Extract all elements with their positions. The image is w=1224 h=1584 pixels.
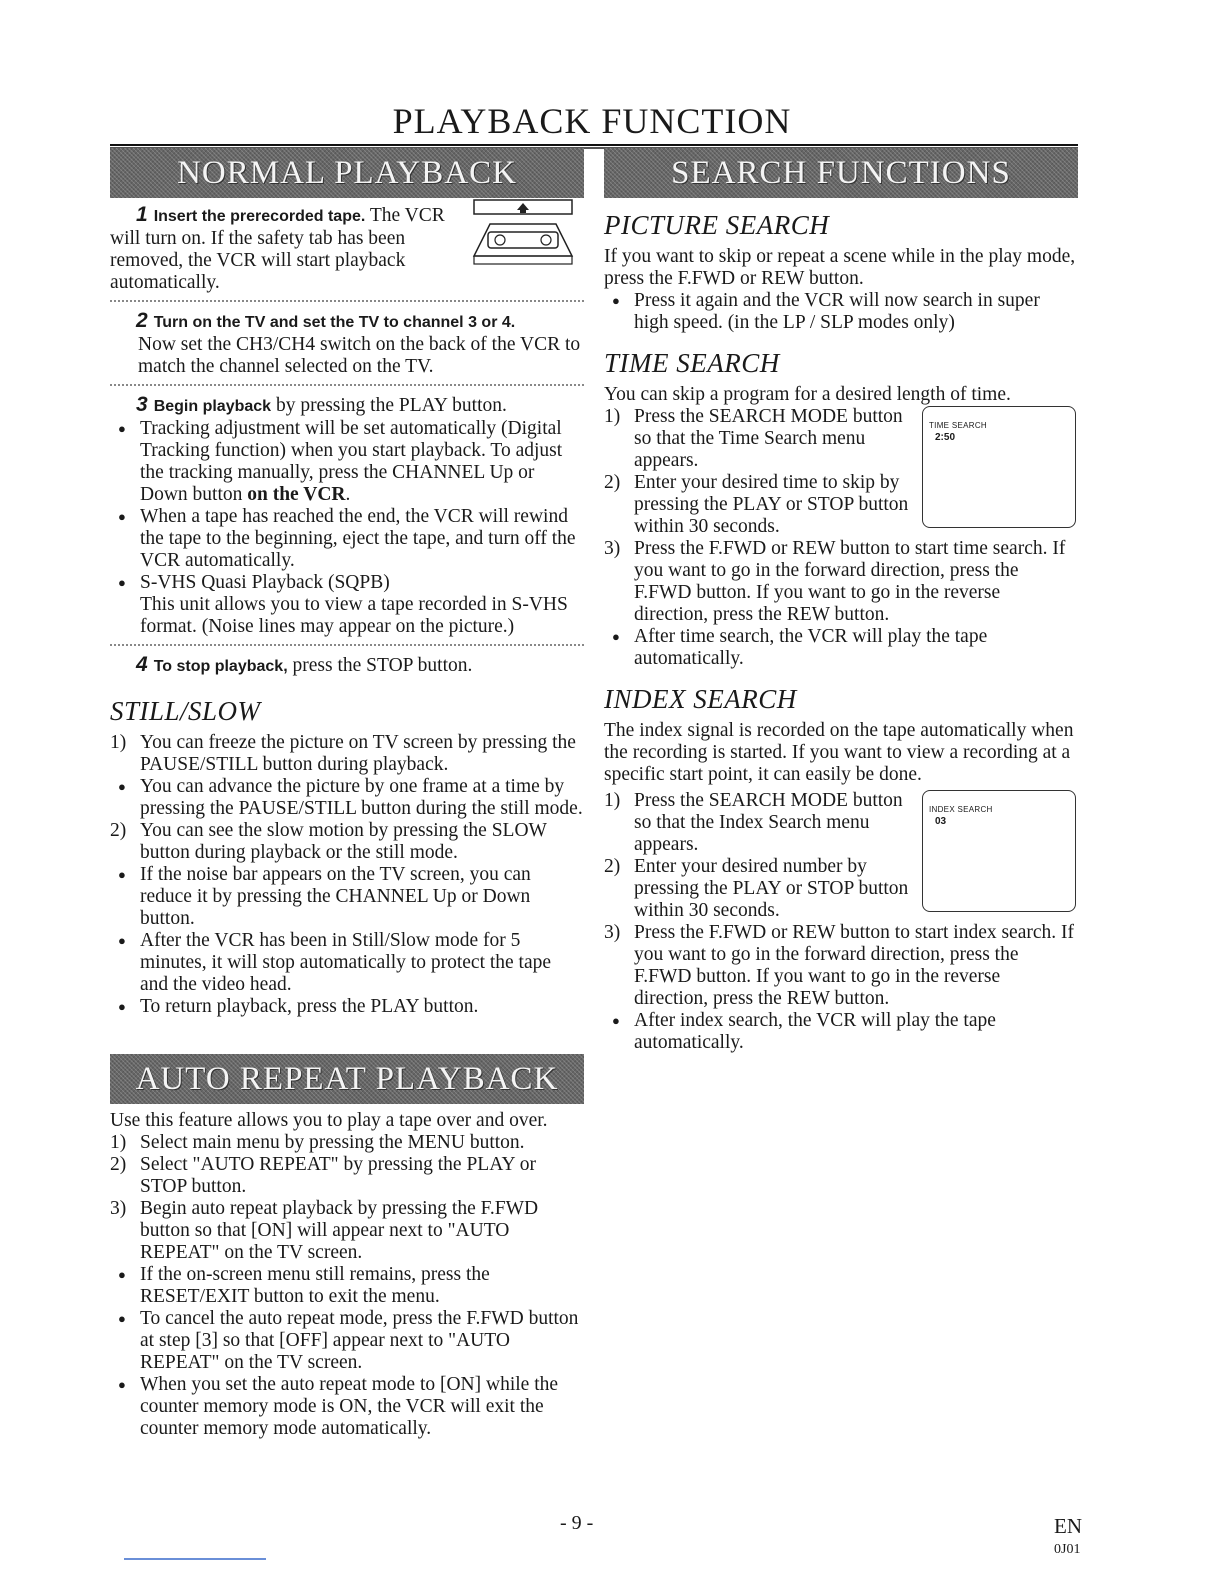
item-text: Press the SEARCH MODE button so that the Index Search menu appears. [634, 790, 903, 855]
item-number: 2) [110, 1154, 127, 1175]
step-4-text: press the STOP button. [287, 655, 473, 676]
auto-bullet-2: ● To cancel the auto repeat mode, press the F.FWD button at step [3] so that [OFF] appear next to "AUTO REPEAT" on the TV screen. [110, 1308, 584, 1374]
item-text: Press the F.FWD or REW button to start index search. If you want to go in the forward direction, press the F.FWD button. If you want to go in the reverse direction, press the REW button. [634, 922, 1075, 1009]
bullet-emphasis: on the VCR [247, 484, 346, 505]
item-text: You can freeze the picture on TV screen by pressing the PAUSE/STILL button during playback. [140, 732, 576, 775]
osd-value: 2:50 [935, 432, 956, 443]
footer-line [124, 1558, 266, 1560]
bullet-text-end: . [345, 484, 351, 505]
language-code: EN [1054, 1514, 1082, 1538]
item-text: Enter your desired time to skip by pressing the PLAY or STOP button within 30 seconds. [634, 472, 909, 537]
time-search-heading: TIME SEARCH [604, 348, 780, 378]
item-text: Enter your desired number by pressing the PLAY or STOP button within 30 seconds. [634, 856, 909, 921]
step-3-number: 3 [136, 393, 148, 416]
normal-playback-banner: NORMAL PLAYBACK [110, 148, 584, 198]
time-search-text: You can skip a program for a desired length of time. [604, 384, 1011, 405]
picture-search-text: If you want to skip or repeat a scene while in the play mode, press the F.FWD or REW button. [604, 246, 1076, 289]
step-3-bullet-sqpb: ● S-VHS Quasi Playback (SQPB) [110, 572, 584, 594]
item-number: 2) [604, 856, 621, 877]
step-2-text: Now set the CH3/CH4 switch on the back of the VCR to match the channel selected on the TV. [138, 334, 581, 377]
auto-item-1 [110, 1132, 584, 1154]
index-item-3 [604, 922, 1078, 1010]
item-text: Select "AUTO REPEAT" by pressing the PLAY or STOP button. [140, 1154, 536, 1197]
auto-repeat-banner: AUTO REPEAT PLAYBACK [110, 1054, 584, 1104]
step-4-number: 4 [136, 653, 148, 676]
bullet-text: Tracking adjustment will be set automatically (Digital Tracking function) when you start playback. To adjust the tracking manually, press the CHANNEL Up or Down button [140, 418, 563, 505]
item-text: Begin auto repeat playback by pressing the F.FWD button so that [ON] will appear next to "AUTO REPEAT" on the TV screen. [140, 1198, 539, 1263]
time-item-2 [604, 472, 1078, 538]
step-1-text: The VCR will turn on. If the safety tab has been removed, the VCR will start playback automatically. [110, 205, 445, 293]
index-item-2 [604, 856, 1078, 922]
index-search-heading: INDEX SEARCH [604, 684, 797, 714]
step-3 [110, 394, 584, 638]
step-2-number: 2 [136, 309, 148, 332]
osd-label: INDEX SEARCH [929, 805, 993, 814]
auto-item-3 [110, 1198, 584, 1264]
item-number: 2) [110, 820, 127, 841]
divider [110, 384, 584, 386]
still-item-1 [110, 732, 584, 776]
index-search-bullet: ● After index search, the VCR will play the tape automatically. [604, 1010, 1078, 1054]
item-number: 3) [110, 1198, 127, 1219]
divider [110, 300, 584, 302]
still-item-2 [110, 820, 584, 864]
picture-search-bullet: ● Press it again and the VCR will now search in super high speed. (in the LP / SLP modes only) [604, 290, 1078, 334]
still-bullet-4: ● To return playback, press the PLAY button. [110, 996, 584, 1018]
page-number: - 9 - [560, 1512, 594, 1534]
step-3-bullet-tracking [110, 418, 584, 506]
still-bullet-1: ● You can advance the picture by one frame at a time by pressing the PAUSE/STILL button during the still mode. [110, 776, 584, 820]
step-4-lead: To stop playback, [153, 658, 288, 675]
item-text: Select main menu by pressing the MENU button. [140, 1132, 525, 1153]
time-item-1 [604, 406, 1078, 472]
page-title: PLAYBACK FUNCTION [392, 101, 792, 141]
item-text: Press the SEARCH MODE button so that the Time Search menu appears. [634, 406, 903, 471]
osd-label: TIME SEARCH [929, 421, 987, 430]
time-search-steps [604, 406, 1078, 538]
cassette-icon [468, 198, 578, 268]
still-bullet-2: ● If the noise bar appears on the TV screen, you can reduce it by pressing the CHANNEL Up or Down button. [110, 864, 584, 930]
step-3-lead: Begin playback [153, 398, 272, 415]
item-text: You can see the slow motion by pressing the SLOW button during playback or the still mode. [140, 820, 547, 863]
still-slow-heading: STILL/SLOW [110, 696, 261, 726]
index-search-steps [604, 790, 1078, 922]
auto-bullet-1: ● If the on-screen menu still remains, press the RESET/EXIT button to exit the menu. [110, 1264, 584, 1308]
index-search-text: The index signal is recorded on the tape automatically when the recording is started. If you want to view a recording at a specific start point, it can easily be done. [604, 720, 1074, 785]
auto-bullet-3: ● When you set the auto repeat mode to [ON] while the counter memory mode is ON, the VCR will exit the counter memory mode automatically. [110, 1374, 584, 1440]
still-bullet-3: ● After the VCR has been in Still/Slow mode for 5 minutes, it will stop automatically to protect the tape and the video head. [110, 930, 584, 996]
auto-intro: Use this feature allows you to play a tape over and over. [110, 1110, 548, 1131]
auto-repeat-section [110, 1110, 584, 1440]
step-1-lead: Insert the prerecorded tape. [153, 208, 366, 225]
step-2-lead: Turn on the TV and set the TV to channel 3 or 4. [153, 314, 516, 331]
document-code: 0J01 [1054, 1542, 1081, 1557]
item-number: 3) [604, 538, 621, 559]
step-1-number: 1 [136, 203, 148, 226]
right-column [604, 204, 1078, 1054]
item-number: 1) [604, 406, 621, 427]
time-item-3 [604, 538, 1078, 626]
step-3-bullet-rewind: ● When a tape has reached the end, the VCR will rewind the tape to the beginning, eject the tape, and turn off the VCR automatically. [110, 506, 584, 572]
item-text: Press the F.FWD or REW button to start time search. If you want to go in the forward direction, press the F.FWD button. If you want to go in the reverse direction, press the REW button. [634, 538, 1066, 625]
item-number: 2) [604, 472, 621, 493]
picture-search-heading: PICTURE SEARCH [604, 210, 830, 240]
step-3-sqpb-note: This unit allows you to view a tape recorded in S-VHS format. (Noise lines may appear on the picture.) [140, 594, 568, 637]
item-number: 1) [604, 790, 621, 811]
step-2 [110, 310, 584, 378]
osd-value: 03 [935, 816, 947, 827]
step-3-text: by pressing the PLAY button. [271, 395, 507, 416]
time-search-bullet: ● After time search, the VCR will play the tape automatically. [604, 626, 1078, 670]
auto-item-2 [110, 1154, 584, 1198]
item-number: 1) [110, 732, 127, 753]
item-number: 3) [604, 922, 621, 943]
index-item-1 [604, 790, 1078, 856]
left-column [110, 204, 584, 1018]
item-number: 1) [110, 1132, 127, 1153]
search-functions-banner: SEARCH FUNCTIONS [604, 148, 1078, 198]
step-1 [110, 204, 584, 294]
divider [110, 644, 584, 646]
step-4 [110, 654, 584, 678]
